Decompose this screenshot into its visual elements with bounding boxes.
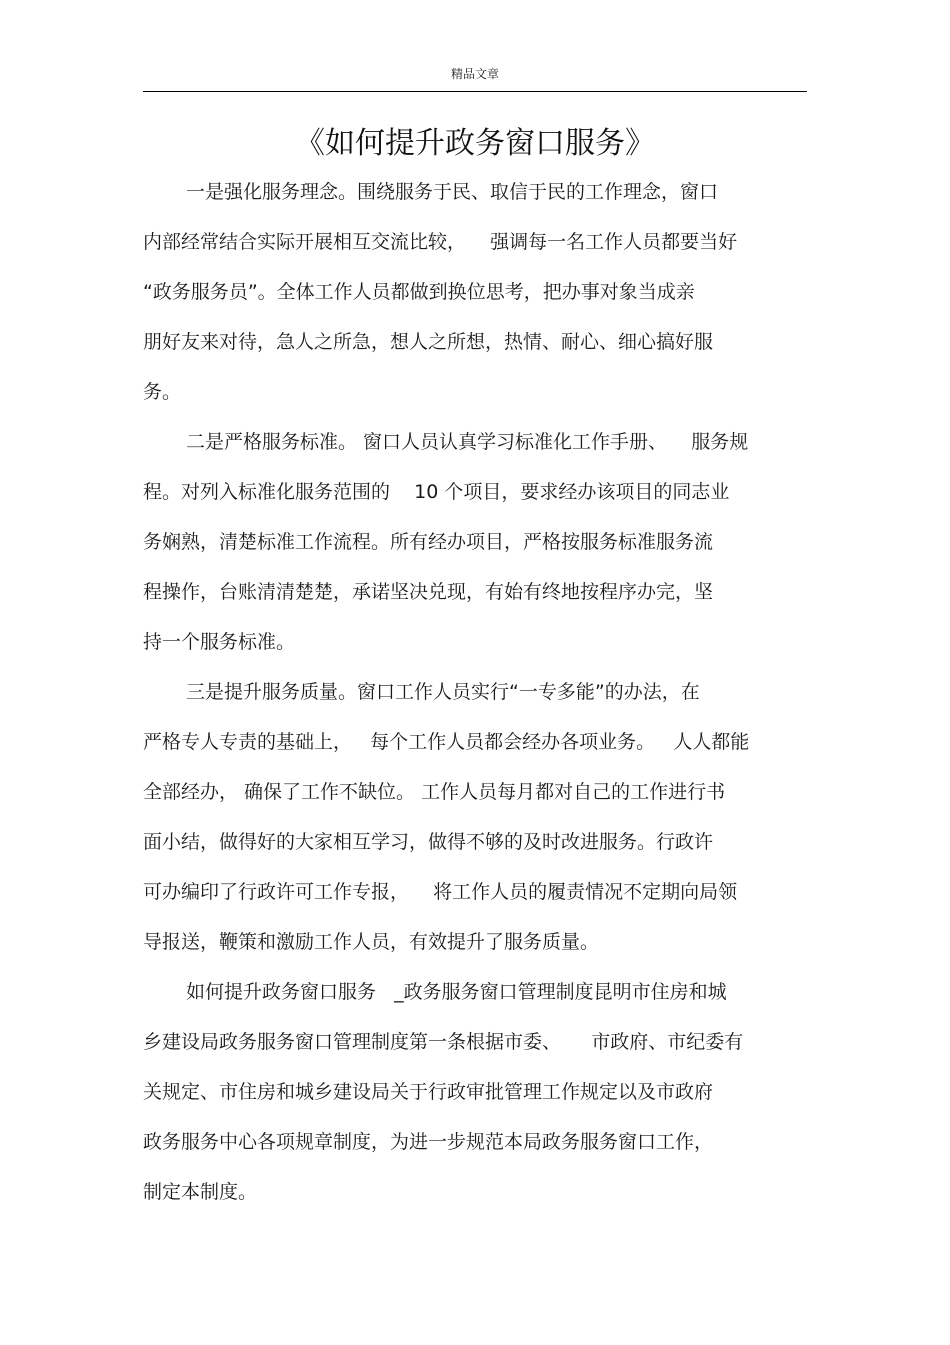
- paragraph-line: 持一个服务标准。: [143, 631, 296, 653]
- paragraph-line: 导报送，鞭策和激励工作人员，有效提升了服务质量。: [143, 931, 600, 953]
- paragraph-line: 政务服务中心各项规章制度，为进一步规范本局政务服务窗口工作，: [143, 1131, 714, 1153]
- paragraph-line: 严格专人专责的基础上， 每个工作人员都会经办各项业务。 人人都能: [143, 731, 750, 753]
- paragraph-line: 二是严格服务标准。 窗口人员认真学习标准化工作手册、 服务规: [186, 431, 749, 453]
- document-title: 《如何提升政务窗口服务》: [295, 126, 655, 161]
- paragraph-line: 内部经常结合实际开展相互交流比较， 强调每一名工作人员都要当好: [143, 231, 738, 253]
- paragraph-line: 程。对列入标准化服务范围的 10 个项目，要求经办该项目的同志业: [143, 481, 730, 503]
- paragraph-line: 关规定、市住房和城乡建设局关于行政审批管理工作规定以及市政府: [143, 1081, 714, 1103]
- paragraph-line: 程操作，台账清清楚楚，承诺坚决兑现，有始有终地按程序办完，坚: [143, 581, 714, 603]
- paragraph-line: 乡建设局政务服务窗口管理制度第一条根据市委、 市政府、市纪委有: [143, 1031, 744, 1053]
- paragraph-line: 如何提升政务窗口服务 _政务服务窗口管理制度昆明市住房和城: [186, 981, 727, 1003]
- page-header: 精品文章: [450, 67, 499, 81]
- paragraph-line: 面小结，做得好的大家相互学习，做得不够的及时改进服务。行政许: [143, 831, 714, 853]
- paragraph-line: 朋好友来对待，急人之所急，想人之所想，热情、耐心、细心搞好服: [143, 331, 714, 353]
- paragraph-line: 务娴熟，清楚标准工作流程。所有经办项目，严格按服务标准服务流: [143, 531, 714, 553]
- paragraph-line: 一是强化服务理念。围绕服务于民、取信于民的工作理念，窗口: [186, 181, 719, 203]
- paragraph-line: 可办编印了行政许可工作专报， 将工作人员的履责情况不定期向局领: [143, 881, 738, 903]
- header-divider: [143, 91, 807, 92]
- paragraph-line: 三是提升服务质量。窗口工作人员实行“一专多能”的办法，在: [186, 681, 700, 703]
- paragraph-line: 制定本制度。: [143, 1181, 258, 1203]
- paragraph-line: 务。: [143, 381, 182, 403]
- paragraph-line: “政务服务员”。全体工作人员都做到换位思考，把办事对象当成亲: [143, 281, 695, 303]
- paragraph-line: 全部经办， 确保了工作不缺位。 工作人员每月都对自己的工作进行书: [143, 781, 726, 803]
